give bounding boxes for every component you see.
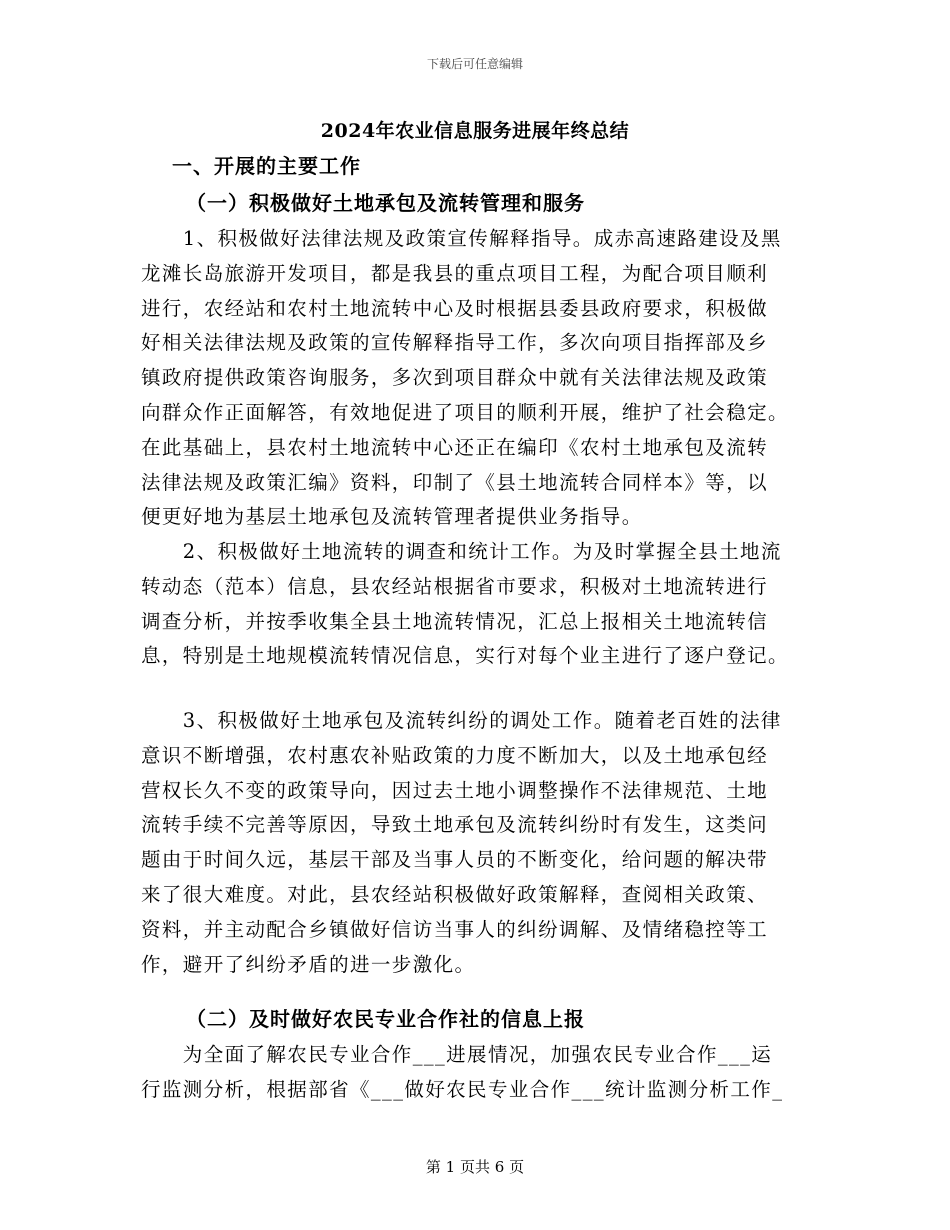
paragraph-3 bbox=[141, 704, 813, 982]
text-line: 法律法规及政策汇编》资料，印制了《县土地流转合同样本》等，以 bbox=[141, 470, 769, 494]
section-heading: 一、开展的主要工作 bbox=[172, 154, 361, 178]
text-line: 龙滩长岛旅游开发项目，都是我县的重点项目工程，为配合项目顺利 bbox=[141, 261, 769, 285]
text-line: 好相关法律法规及政策的宣传解释指导工作，多次向项目指挥部及乡 bbox=[141, 331, 769, 355]
text-line: 流转手续不完善等原因，导致土地承包及流转纠纷时有发生，这类问 bbox=[141, 813, 769, 837]
document-title: 2024年农业信息服务进展年终总结 bbox=[320, 120, 630, 142]
text-line: 资料，并主动配合乡镇做好信访当事人的纠纷调解、及情绪稳控等工 bbox=[141, 917, 769, 941]
text-line: 向群众作正面解答，有效地促进了项目的顺利开展，维护了社会稳定。 bbox=[141, 400, 789, 424]
text-line: 来了很大难度。对此，县农经站积极做好政策解释，查阅相关政策、 bbox=[141, 882, 769, 906]
text-line: 调查分析，并按季收集全县土地流转情况，汇总上报相关土地流转信 bbox=[141, 609, 769, 633]
page-footer: 第 1 页共 6 页 bbox=[425, 1158, 525, 1176]
text-line: 为全面了解农民专业合作___进展情况，加强农民专业合作___运 bbox=[141, 1043, 773, 1066]
text-line: 作，避开了纠纷矛盾的进一步激化。 bbox=[141, 952, 476, 976]
text-line: 意识不断增强，农村惠农补贴政策的力度不断加大，以及土地承包经 bbox=[141, 743, 769, 767]
paragraph-2 bbox=[141, 535, 813, 674]
text-line: 息，特别是土地规模流转情况信息，实行对每个业主进行了逐户登记。 bbox=[141, 644, 789, 668]
text-line: 转动态（范本）信息，县农经站根据省市要求，积极对土地流转进行 bbox=[141, 574, 769, 598]
text-line: 营权长久不变的政策导向，因过去土地小调整操作不法律规范、土地 bbox=[141, 778, 769, 802]
paragraph-4 bbox=[141, 1038, 813, 1108]
text-line: 便更好地为基层土地承包及流转管理者提供业务指导。 bbox=[141, 505, 643, 529]
text-line: 3、积极做好土地承包及流转纠纷的调处工作。随着老百姓的法律 bbox=[141, 709, 782, 732]
text-line: 镇政府提供政策咨询服务，多次到项目群众中就有关法律法规及政策 bbox=[141, 366, 769, 390]
text-line: 1、积极做好法律法规及政策宣传解释指导。成赤高速路建设及黑 bbox=[141, 227, 782, 250]
text-line: 在此基础上，县农村土地流转中心还正在编印《农村土地承包及流转 bbox=[141, 435, 769, 459]
text-line: 2、积极做好土地流转的调查和统计工作。为及时掌握全县土地流 bbox=[141, 540, 782, 563]
header-note: 下载后可任意编辑 bbox=[426, 57, 523, 71]
text-line: 行监测分析，根据部省《___做好农民专业合作___统计监测分析工作_ bbox=[141, 1077, 784, 1101]
subsection-heading-1: （一）积极做好土地承包及流转管理和服务 bbox=[186, 191, 585, 215]
text-line: 进行，农经站和农村土地流转中心及时根据县委县政府要求，积极做 bbox=[141, 296, 769, 320]
text-line: 题由于时间久远，基层干部及当事人员的不断变化，给问题的解决带 bbox=[141, 848, 769, 872]
paragraph-1 bbox=[141, 222, 813, 535]
subsection-heading-2: （二）及时做好农民专业合作社的信息上报 bbox=[186, 1007, 585, 1031]
